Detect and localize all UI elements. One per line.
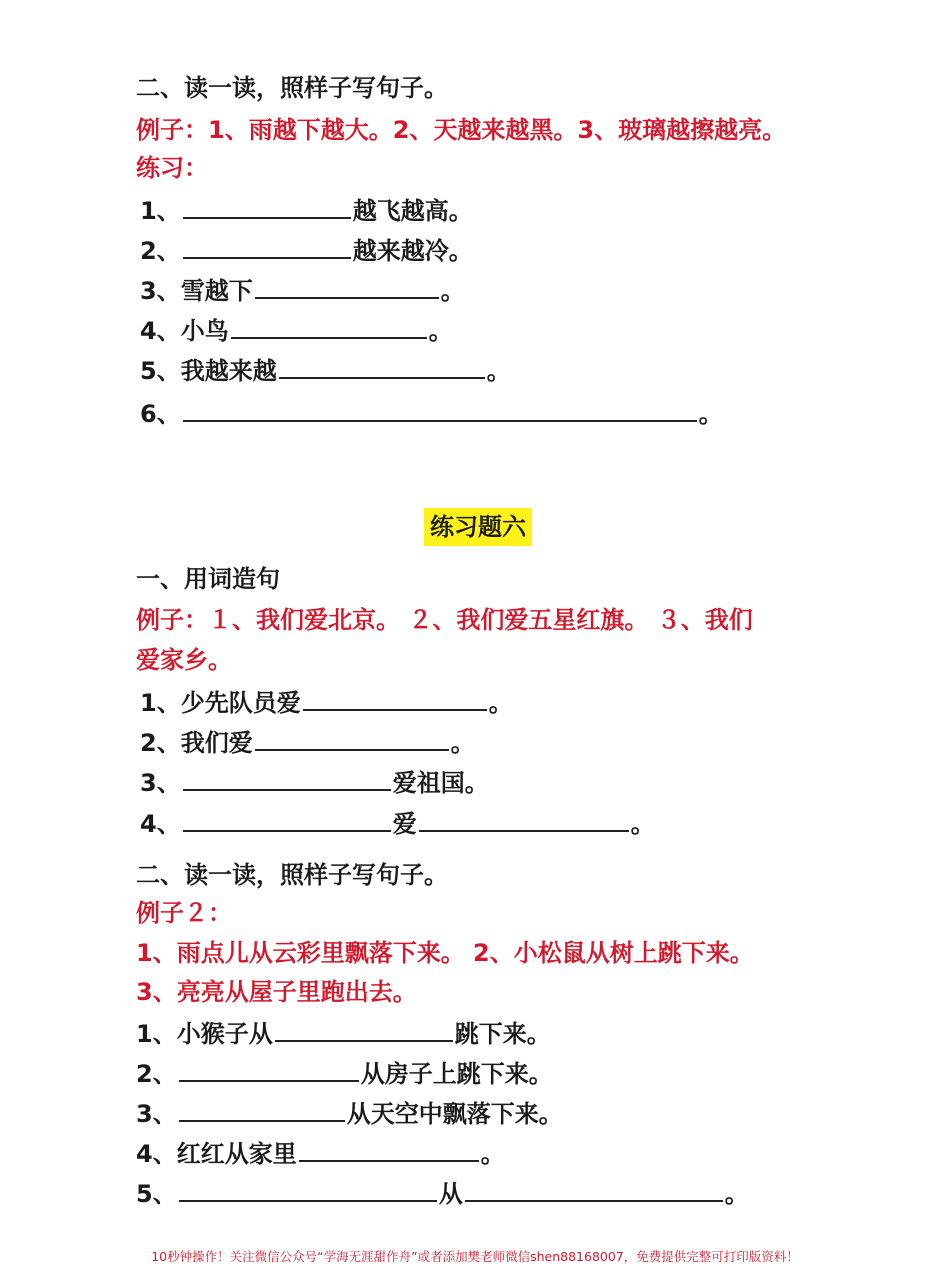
- list-item: [136, 1176, 749, 1210]
- item-number: 1、: [140, 689, 181, 717]
- item-text: 雪越下: [180, 277, 253, 305]
- item-text: 跳下来。: [454, 1020, 551, 1048]
- list-item: [136, 1056, 553, 1090]
- answer-blank[interactable]: [183, 233, 351, 259]
- list-item: [140, 313, 453, 347]
- list-item: [140, 396, 723, 430]
- answer-blank[interactable]: [465, 1176, 723, 1202]
- example-text: 1、雨点儿从云彩里飘落下来。 2、小松鼠从树上跳下来。: [136, 939, 754, 967]
- example-label: 例子２：: [136, 899, 232, 927]
- footer-promo: 10秒钟操作！关注微信公众号“学海无涯甜作舟”或者添加樊老师微信shen88168007，免费提供完整可打印版资料！: [151, 1249, 799, 1264]
- item-number: 3、: [136, 1100, 177, 1128]
- item-text: 爱: [392, 810, 417, 838]
- list-item: [140, 725, 475, 759]
- item-number: 4、: [136, 1140, 177, 1168]
- answer-blank[interactable]: [179, 1096, 345, 1122]
- exercise-title: 练习题六: [424, 508, 532, 546]
- item-text: 我们爱: [180, 729, 253, 757]
- answer-blank[interactable]: [303, 685, 487, 711]
- practice-label: 练习：: [136, 154, 208, 182]
- list-item: [140, 806, 655, 840]
- item-text: 。: [698, 400, 723, 428]
- section-heading-read-2: 二、读一读，照样子写句子。: [136, 861, 448, 889]
- item-text: 少先队员爱: [180, 689, 301, 717]
- item-text: 。: [450, 729, 475, 757]
- answer-blank[interactable]: [183, 193, 351, 219]
- answer-blank[interactable]: [255, 725, 449, 751]
- answer-blank[interactable]: [231, 313, 427, 339]
- answer-blank[interactable]: [183, 806, 391, 832]
- item-text: 。: [486, 357, 511, 385]
- list-item: [136, 1136, 505, 1170]
- item-number: 5、: [136, 1180, 177, 1208]
- answer-blank[interactable]: [275, 1016, 453, 1042]
- item-text: 。: [440, 277, 465, 305]
- item-number: 5、: [140, 357, 181, 385]
- answer-blank[interactable]: [255, 273, 439, 299]
- answer-blank[interactable]: [179, 1176, 437, 1202]
- item-text: 。: [630, 810, 655, 838]
- item-number: 1、: [136, 1020, 177, 1048]
- item-text: 小猴子从: [176, 1020, 273, 1048]
- list-item: [140, 353, 511, 387]
- item-text: 爱祖国。: [392, 769, 489, 797]
- answer-blank[interactable]: [183, 396, 697, 422]
- item-number: 1、: [140, 197, 181, 225]
- item-number: 6、: [140, 400, 181, 428]
- list-item: [140, 193, 473, 227]
- item-number: 2、: [136, 1060, 177, 1088]
- item-text: 小鸟: [180, 317, 229, 345]
- list-item: [140, 233, 473, 267]
- section-heading-make-sentence: 一、用词造句: [136, 565, 280, 593]
- item-text: 我越来越: [180, 357, 277, 385]
- item-text: 。: [724, 1180, 749, 1208]
- item-text: 从: [438, 1180, 463, 1208]
- answer-blank[interactable]: [299, 1136, 479, 1162]
- example-text: 3、亮亮从屋子里跑出去。: [136, 978, 417, 1006]
- item-number: 4、: [140, 810, 181, 838]
- example-text: 爱家乡。: [136, 646, 232, 674]
- item-number: 2、: [140, 237, 181, 265]
- list-item: [136, 1096, 563, 1130]
- item-number: 3、: [140, 769, 181, 797]
- item-text: 。: [488, 689, 513, 717]
- item-text: 从房子上跳下来。: [360, 1060, 553, 1088]
- item-text: 从天空中飘落下来。: [346, 1100, 563, 1128]
- example-text: 例子：１、我们爱北京。 ２、我们爱五星红旗。 ３、我们: [136, 606, 753, 634]
- item-text: 越来越冷。: [352, 237, 473, 265]
- item-number: 3、: [140, 277, 181, 305]
- list-item: [140, 273, 465, 307]
- item-text: 。: [480, 1140, 505, 1168]
- item-text: 越飞越高。: [352, 197, 473, 225]
- item-text: 红红从家里: [176, 1140, 297, 1168]
- answer-blank[interactable]: [419, 806, 629, 832]
- list-item: [140, 685, 513, 719]
- section-heading-read: 二、读一读，照样子写句子。: [136, 74, 448, 102]
- example-text: 例子：1、雨越下越大。2、天越来越黑。3、玻璃越擦越亮。: [136, 116, 787, 144]
- item-number: 2、: [140, 729, 181, 757]
- list-item: [136, 1016, 551, 1050]
- answer-blank[interactable]: [279, 353, 485, 379]
- answer-blank[interactable]: [179, 1056, 359, 1082]
- answer-blank[interactable]: [183, 765, 391, 791]
- list-item: [140, 765, 489, 799]
- item-number: 4、: [140, 317, 181, 345]
- item-text: 。: [428, 317, 453, 345]
